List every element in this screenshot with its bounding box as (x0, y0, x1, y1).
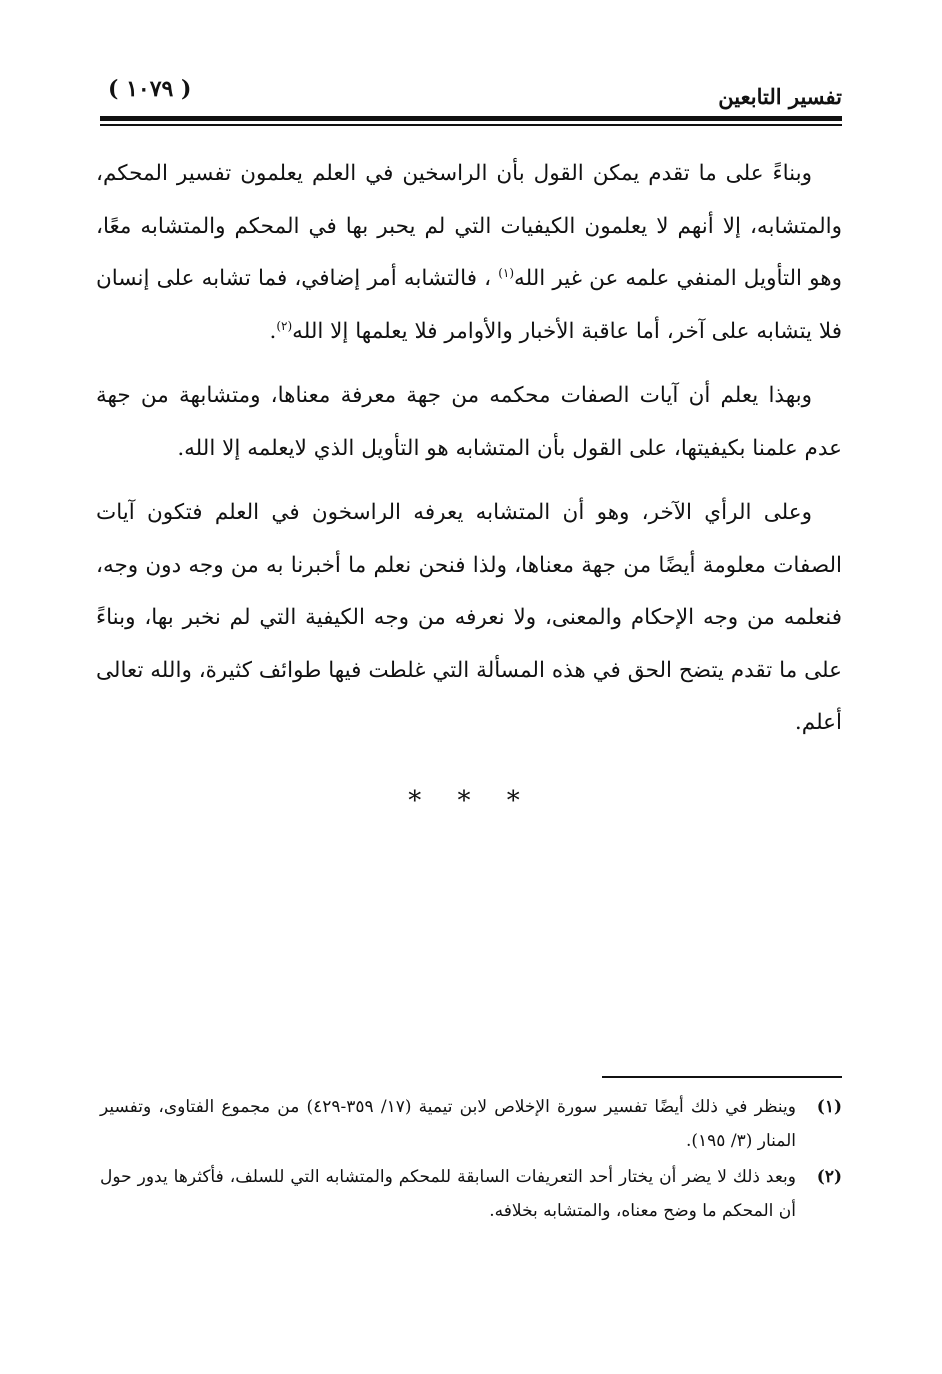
page-header (100, 72, 842, 112)
footnote-ref-1: (١) (498, 265, 515, 280)
footnote-ref-2: (٢) (276, 318, 293, 333)
footnote-rule (602, 1076, 842, 1078)
footnotes (100, 1090, 842, 1230)
paragraph-2: وبهذا يعلم أن آيات الصفات محكمه من جهة معرفة معناها، ومتشابهة من جهة عدم علمنا بكيفيتها، على القول بأن المتشابه هو التأويل الذي لايعلمه إلا الله. (96, 383, 842, 461)
main-text (96, 148, 842, 762)
paragraph-1-text-c: . (269, 318, 277, 344)
footnote-text: وبعد ذلك لا يضر أن يختار أحد التعريفات السابقة للمحكم والمتشابه التي للسلف، فأكثرها يدور حول أن المحكم ما وضح معناه، والمتشابه بخلافه. (100, 1167, 796, 1221)
running-title: تفسير التابعين (718, 84, 842, 109)
section-separator: * * * (408, 786, 534, 816)
footnote-number: (٢) (816, 1167, 842, 1187)
page-number: ( ١٠٧٩ ) (108, 76, 192, 102)
footnote-number: (١) (816, 1097, 842, 1117)
footnote-1 (100, 1090, 842, 1158)
header-rule-thick (100, 116, 842, 121)
header-rule-thin (100, 124, 842, 126)
paragraph-1-text-a: وبناءً على ما تقدم يمكن القول بأن الراسخين في العلم يعلمون تفسير المحكم، والمتشابه، إلا أنهم لا يعلمون الكيفيات التي لم يحبر بها في المحكم والمتشابه معًا، وهو التأويل المنفي علمه عن غير الله (96, 161, 842, 291)
paragraph-1-text-b: ، فالتشابه أمر إضافي، فما تشابه على إنسان فلا يتشابه على آخر، أما عاقبة الأخبار والأوامر فلا يعلمها إلا الله (96, 266, 842, 344)
paragraph-1 (96, 148, 842, 358)
footnote-text: وينظر في ذلك أيضًا تفسير سورة الإخلاص لابن تيمية (١٧/ ٣٥٩-٤٢٩) من مجموع الفتاوى، وتفسير المنار (٣/ ١٩٥). (100, 1097, 796, 1151)
paragraph-3: وعلى الرأي الآخر، وهو أن المتشابه يعرفه الراسخون في العلم فتكون آيات الصفات معلومة أيضًا من جهة معناها، ولذا فنحن نعلم ما أخبرنا به من وجه دون وجه، فنعلمه من وجه الإحكام والمعنى، ولا نعرفه من وجه الكيفية التي لم نخبر بها، وبناءً على ما تقدم يتضح الحق في هذه المسألة التي غلطت فيها طوائف كثيرة، والله تعالى أعلم. (96, 500, 842, 735)
footnote-2 (100, 1160, 842, 1228)
